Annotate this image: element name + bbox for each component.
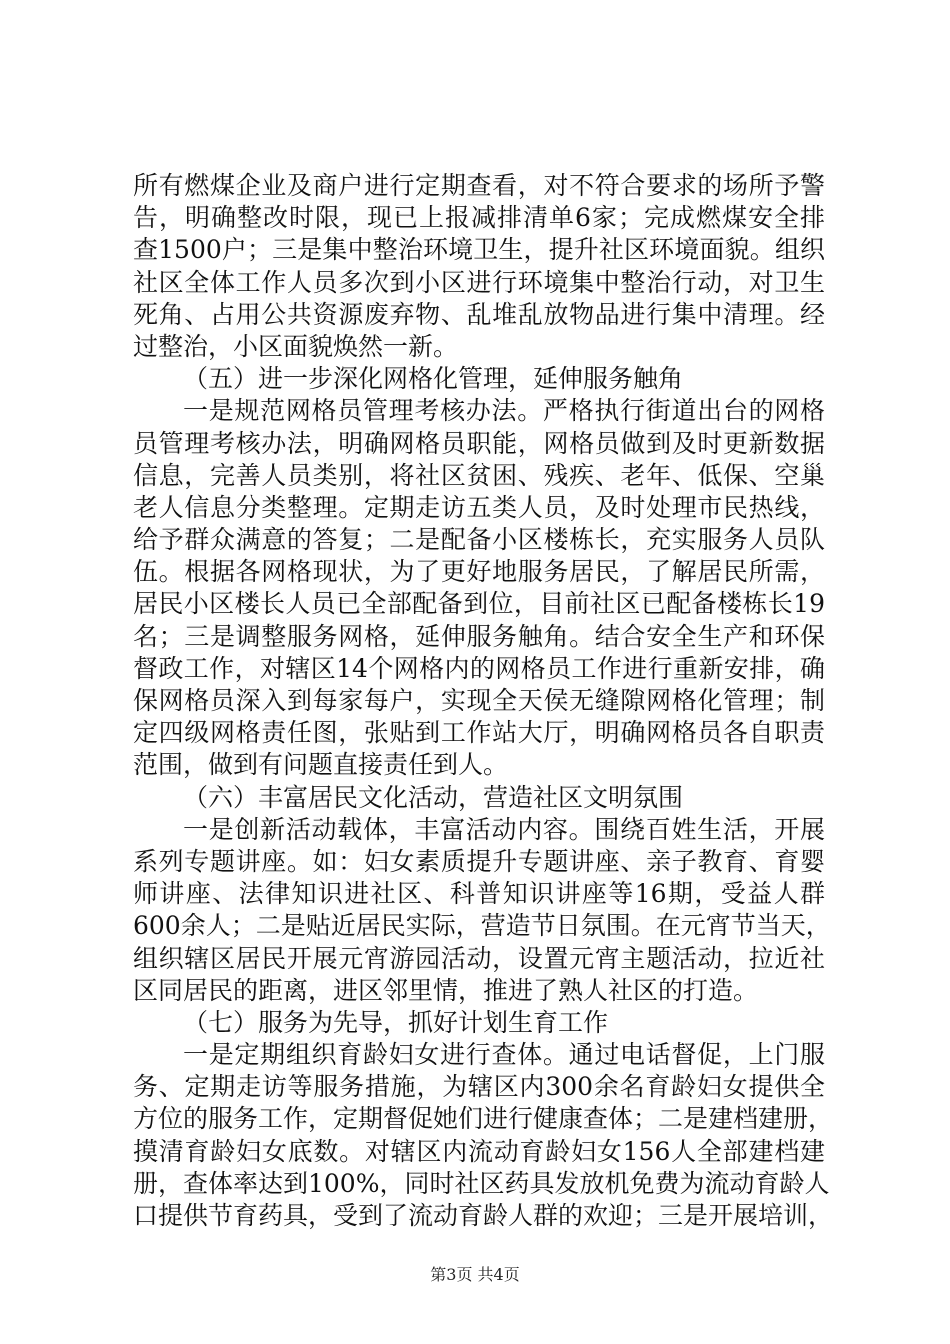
text-line: 居民小区楼长人员已全部配备到位，目前社区已配备楼栋长19: [133, 589, 825, 619]
text-line: 名；三是调整服务网格，延伸服务触角。结合安全生产和环保: [133, 621, 825, 651]
text-line: 死角、占用公共资源废弃物、乱堆乱放物品进行集中清理。经: [133, 299, 825, 329]
text-line: 伍。根据各网格现状，为了更好地服务居民，了解居民所需，: [133, 557, 825, 587]
text-line: 册，查体率达到100%，同时社区药具发放机免费为流动育龄人: [133, 1168, 830, 1198]
text-line: 老人信息分类整理。定期走访五类人员，及时处理市民热线，: [133, 492, 825, 522]
text-line: 所有燃煤企业及商户进行定期查看，对不符合要求的场所予警: [133, 171, 825, 200]
text-line: 一是创新活动载体，丰富活动内容。围绕百姓生活，开展: [183, 814, 825, 844]
text-line: 摸清育龄妇女底数。对辖区内流动育龄妇女156人全部建档建: [133, 1136, 825, 1166]
text-line: 区同居民的距离，进区邻里情，推进了熟人社区的打造。: [133, 975, 759, 1005]
text-line: 保网格员深入到每家每户，实现全天侯无缝隙网格化管理；制: [133, 686, 825, 715]
text-line: 告，明确整改时限，现已上报减排清单6家；完成燃煤安全排: [133, 203, 825, 233]
text-line: 范围，做到有问题直接责任到人。: [133, 750, 509, 780]
text-line: 社区全体工作人员多次到小区进行环境集中整治行动，对卫生: [133, 267, 825, 297]
text-line: 一是定期组织育龄妇女进行查体。通过电话督促，上门服: [183, 1040, 825, 1070]
text-line: 方位的服务工作，定期督促她们进行健康查体；二是建档建册，: [133, 1104, 834, 1134]
text-line: 查1500户；三是集中整治环境卫生，提升社区环境面貌。组织: [133, 235, 825, 265]
text-line: 系列专题讲座。如：妇女素质提升专题讲座、亲子教育、育婴: [133, 846, 825, 876]
text-line: 口提供节育药具，受到了流动育龄人群的欢迎；三是开展培训，: [133, 1201, 834, 1230]
text-line: 给予群众满意的答复；二是配备小区楼栋长，充实服务人员队: [133, 525, 825, 555]
document-body: [133, 170, 834, 1232]
page-footer: 第3页 共4页: [430, 1265, 520, 1284]
text-line: 务、定期走访等服务措施，为辖区内300余名育龄妇女提供全: [133, 1072, 825, 1102]
text-line: 师讲座、法律知识进社区、科普知识讲座等16期，受益人群: [133, 879, 825, 909]
text-line: （六）丰富居民文化活动，营造社区文明氛围: [183, 782, 684, 812]
text-line: 员管理考核办法，明确网格员职能，网格员做到及时更新数据: [133, 428, 825, 458]
text-line: 过整治，小区面貌焕然一新。: [133, 331, 459, 361]
text-line: 600余人；二是贴近居民实际，营造节日氛围。在元宵节当天，: [133, 911, 831, 941]
text-line: 组织辖区居民开展元宵游园活动，设置元宵主题活动，拉近社: [133, 943, 825, 973]
text-line: 一是规范网格员管理考核办法。严格执行街道出台的网格: [183, 396, 825, 426]
text-line: 信息，完善人员类别，将社区贫困、残疾、老年、低保、空巢: [133, 460, 825, 490]
text-line: 督政工作，对辖区14个网格内的网格员工作进行重新安排，确: [133, 653, 825, 683]
text-line: （五）进一步深化网格化管理，延伸服务触角: [183, 364, 684, 394]
text-line: 定四级网格责任图，张贴到工作站大厅，明确网格员各自职责: [133, 718, 825, 748]
text-line: （七）服务为先导，抓好计划生育工作: [183, 1007, 609, 1037]
